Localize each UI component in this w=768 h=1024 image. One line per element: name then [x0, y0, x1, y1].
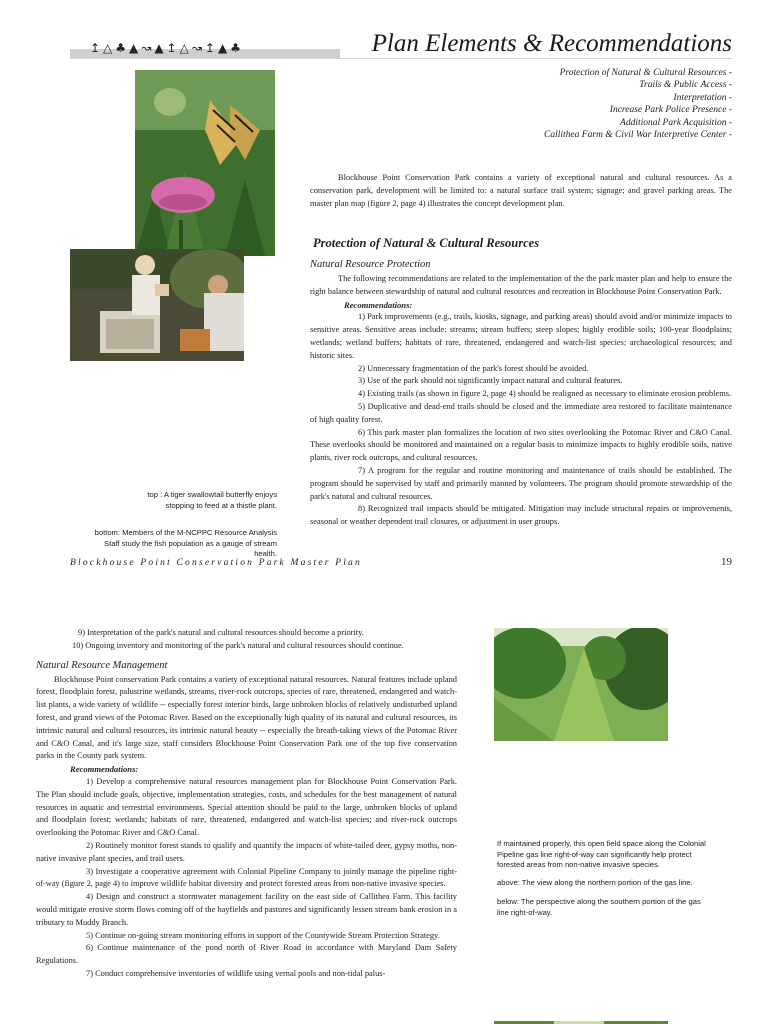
- subsection-title: Natural Resource Management: [36, 659, 168, 671]
- recommendation-item: 6) This park master plan formalizes the location of two sites overlooking the Potomac River and C&O Canal. These overlooks should be monitored and maintained on a regular basis to minimize impacts to highly erodible soils, native plants, river rock outcrops, and cultural resources.: [310, 427, 732, 463]
- recommendation-item: 3) Use of the park should not significantly impact natural and cultural features.: [358, 376, 623, 386]
- section-index: [470, 67, 732, 141]
- gas-line-caption: If maintained properly, this open field space along the Colonial Pipeline gas line right-of-way can significantly help protect forested areas from non-native invasive species.: [497, 839, 706, 869]
- subsection-intro: The following recommendations are related to the implementation of the the park master plan and help to ensure the right balance between stewardship of natural and cultural resources and recreation in Blockhouse Point Conservation Park.: [310, 274, 732, 296]
- page2-body: [36, 627, 457, 981]
- recommendation-item: 1) Develop a comprehensive natural resources management plan for Blockhouse Point Conservation Park. The Plan should include goals, objective, implementation strategies, costs, and schedules for the best management of natural resources in aquatic and terrestrial environments. Special attention should be paid to the large, unbroken blocks of upland and floodplain forest; wetlands; habitats of rare, threatened, endangered and watch-list species; and river-rock outcrops overlooking the Potomac River and C&O Canal.: [36, 776, 457, 838]
- section-index-item: Trails & Public Access -: [639, 80, 732, 91]
- page1-intro: [310, 172, 732, 210]
- section-index-item: Increase Park Police Presence -: [609, 105, 732, 116]
- footer-document-title: Blockhouse Point Conservation Park Master Plan: [70, 558, 362, 568]
- recommendation-item: 2) Routinely monitor forest stands to qualify and quantify the impacts of white-tailed deer, gypsy moths, non-native invasive plant species, and trail users.: [36, 840, 457, 863]
- butterfly-photo: [135, 70, 275, 256]
- stream-staff-photo: [70, 249, 244, 361]
- recommendation-item: 4) Existing trails (as shown in figure 2, page 4) should be realigned as necessary to eliminate erosion problems.: [358, 389, 732, 399]
- recommendation-item: 1) Park improvements (e.g., trails, kiosks, signage, and parking areas) should avoid and/or minimize impacts to sensitive areas. Sensitive areas include: streams; stream buffers; steep slopes; highly erodible soils; 100-year floodplains; wetlands; wetland buffers; habitats of rare, threatened, endangered and watch-list species; archaeological resources; and historic sites.: [310, 312, 732, 360]
- stream-staff-photo-caption: bottom: Members of the M-NCPPC Resource Analysis Staff study the fish population as a gauge of stream health.: [94, 528, 277, 558]
- management-intro: Blockhouse Point conservation Park contains a variety of exceptional natural resources. Natural features include upland forest, floodplain forest, palustrine wetlands, streams, river-rock outcrops, species of rare, threatened, endangered and watch-list plants, a wide variety of wildlife -- especially forest interior birds, large unbroken blocks of relatively undisturbed upland forest, and grand views of the Potomac River. Based on the exceptionally high quality of its natural and cultural resources, its intrinsic natural and cultural resources, its intrinsic natural beauty -- especially the breath-taking views of the Potomac River and C&O Canal, and it's large size, staff considers Blockhouse Point Conservation Park one of the top five conservation parks in the County park system.: [36, 674, 457, 761]
- recommendation-item: 2) Unnecessary fragmentation of the park's forest should be avoided.: [358, 363, 589, 373]
- butterfly-photo-caption: top : A tiger swallowtail butterfly enjoys stopping to feed at a thistle plant.: [147, 490, 277, 510]
- subsection-title: Natural Resource Protection: [310, 259, 431, 270]
- section-title: Protection of Natural & Cultural Resources: [313, 236, 540, 250]
- recommendation-item: 9) Interpretation of the park's natural and cultural resources should become a priority.: [78, 628, 364, 637]
- recommendation-item: 5) Duplicative and dead-end trails should be closed and the immediate area restored to facilitate maintenance of high quality forest.: [310, 401, 732, 424]
- section-index-item: Protection of Natural & Cultural Resources -: [559, 68, 732, 78]
- recommendation-item: 7) A program for the regular and routine monitoring and maintenance of trails should be established. The program should be supervised by staff and primarily manned by volunteers. The program should promote stewardship of the park's natural and cultural resources.: [310, 465, 732, 501]
- recommendation-item: 7) Conduct comprehensive inventories of wildlife using vernal pools and non-tidal palus-: [86, 968, 386, 978]
- section-index-item: Additional Park Acquisition -: [620, 117, 732, 128]
- recommendations-label: Recommendations:: [70, 764, 139, 775]
- gas-line-south-caption: below: The perspective along the southern portion of the gas line right-of-way.: [497, 897, 701, 917]
- page-title: Plan Elements & Recommendations: [340, 30, 732, 58]
- gas-line-north-photo: [494, 628, 668, 741]
- gas-line-south-photo: [494, 1016, 668, 1024]
- recommendation-item: 6) Continue maintenance of the pond north of River Road in accordance with Maryland Dam Safety Regulations.: [36, 943, 457, 966]
- recommendation-item: 4) Design and construct a stormwater management facility on the east side of Callithea Farm. This facility would mitigate erosive storm flows coming off of the hayfields and pastures and significantly lessen stream bank erosion in a tributary to Muddy Branch.: [36, 892, 457, 927]
- wildlife-silhouettes-icon: ↥△♣▲↝▲↥△↝↥▲♣: [90, 41, 244, 55]
- page1-body: [310, 273, 732, 529]
- recommendation-item: 5) Continue on-going stream monitoring efforts in support of the Countywide Stream Protection Strategy.: [86, 930, 440, 940]
- recommendations-label: Recommendations:: [344, 299, 413, 310]
- intro-paragraph: Blockhouse Point Conservation Park contains a variety of exceptional natural and cultural resources. As a conservation park, development will be limited to: a natural surface trail system; signage; and gravel parking areas. The master plan map (figure 2, page 4) illustrates the concept development plan.: [310, 173, 732, 208]
- section-index-item: Interpretation -: [673, 92, 732, 103]
- section-index-item: Callithea Farm & Civil War Interpretive Center -: [544, 130, 732, 141]
- recommendation-item: 8) Recognized trail impacts should be mitigated. Mitigation may include structural repairs or improvements, seasonal or weather dependent trail closures, or adjustment in user groups.: [310, 504, 732, 527]
- recommendation-item: 10) Ongoing inventory and monitoring of the park's natural and cultural resources should continue.: [72, 640, 404, 650]
- recommendation-item: 3) Investigate a cooperative agreement with Colonial Pipeline Company to jointly manage the pipeline right-of-way (figure 2, page 4) to improve wildlife habitat diversity and protect forested areas from non-native invasive species.: [36, 866, 457, 889]
- gas-line-north-caption: above: The view along the northern portion of the gas line.: [497, 878, 693, 887]
- page-number: 19: [721, 556, 732, 568]
